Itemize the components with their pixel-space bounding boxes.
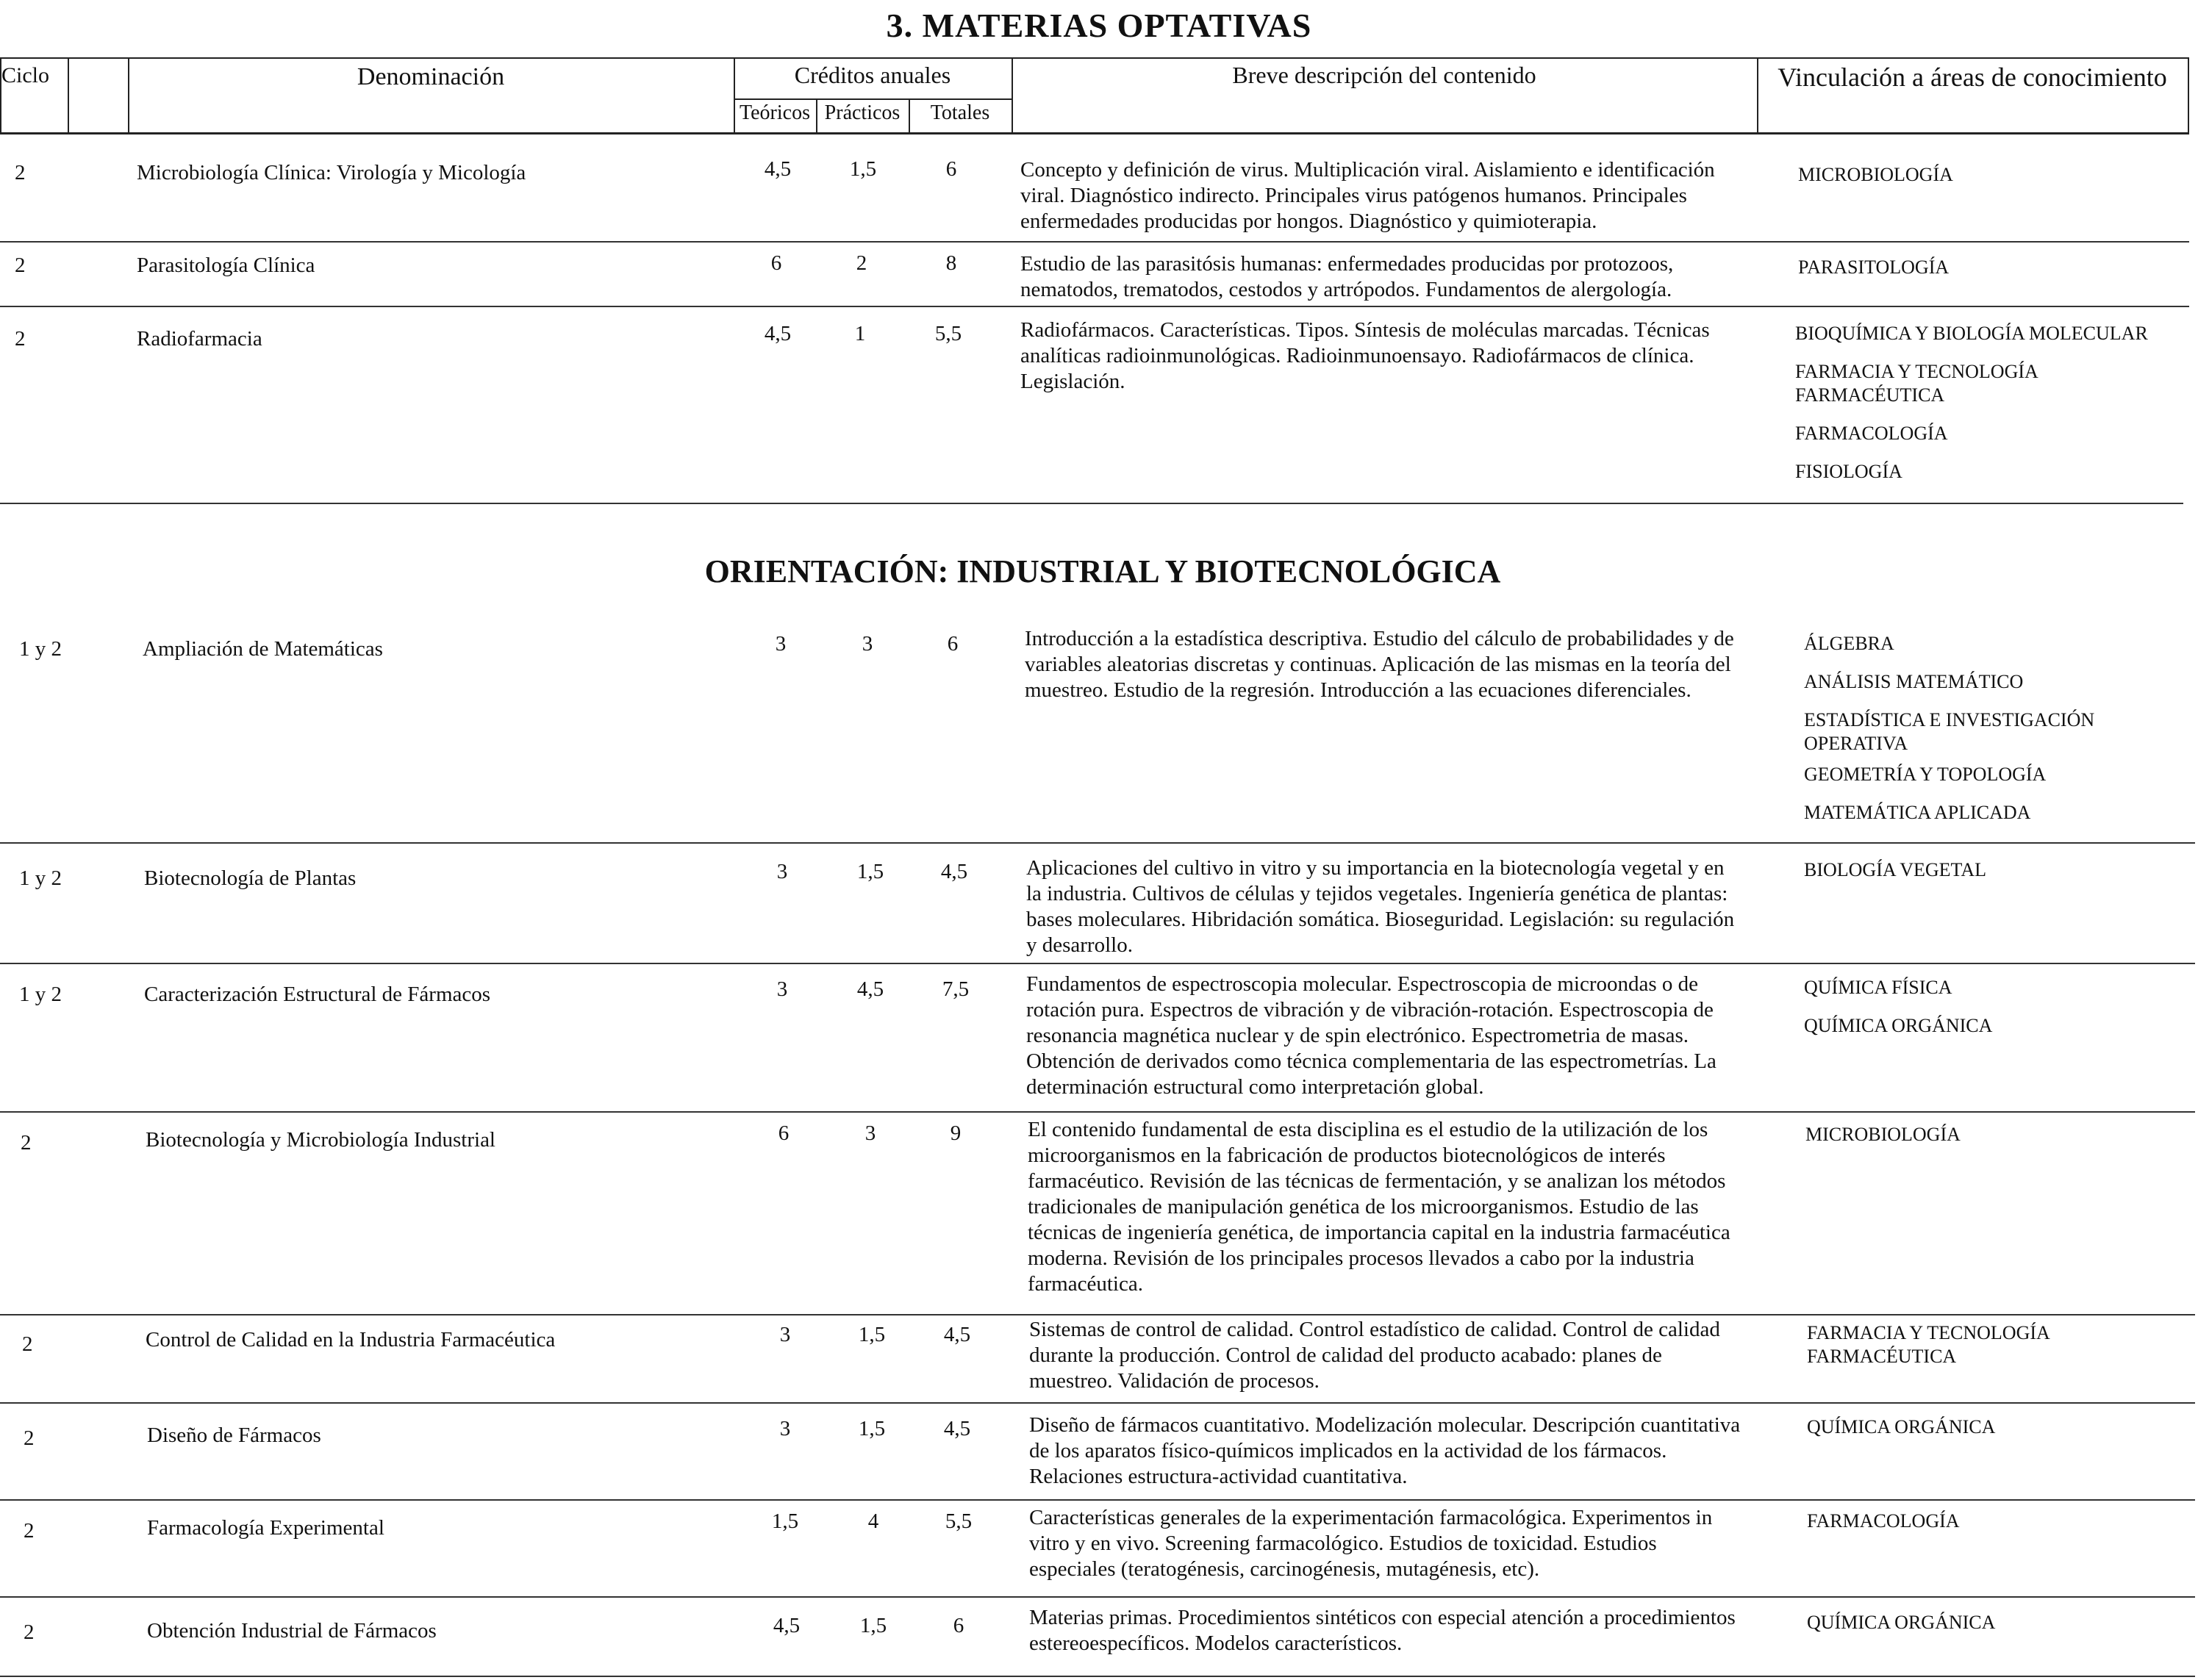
row-nombre: Diseño de Fármacos [147,1424,321,1447]
desc-line: resonancia magnética nuclear y de spin electrónico. Espectrometria de masas. [1026,1024,1689,1047]
row-teoricos: 6 [778,1121,790,1145]
row-practicos: 2 [856,251,867,275]
desc-line: durante la producción. Control de calidad del producto acabado: planes de [1029,1343,1662,1367]
area-item: ÁLGEBRA [1804,633,1894,654]
row-ciclo: 2 [24,1426,35,1450]
row-divider [0,1499,2195,1501]
row-totales: 6 [947,632,959,656]
row-totales: 6 [945,157,957,181]
row-divider [0,1314,2195,1315]
col-border [2188,57,2189,132]
row-totales: 8 [945,251,957,275]
row-areas [1795,322,2148,484]
area-item: FARMACOLOGÍA [1807,1510,1960,1532]
desc-line: Fundamentos de espectroscopia molecular. Espectroscopia de microondas o de [1026,972,1699,996]
row-ciclo: 2 [15,254,26,277]
area-item: OPERATIVA [1804,733,1908,754]
desc-line: Diseño de fármacos cuantitativo. Modelización molecular. Descripción cuantitativa [1029,1413,1741,1437]
row-ciclo: 1 y 2 [19,866,62,890]
header-top-border [0,57,2189,59]
row-totales: 5,5 [945,1510,973,1533]
desc-line: tradicionales de manipulación genética de los microorganismos. Estudio de las [1028,1195,1699,1218]
row-practicos: 1,5 [849,157,877,181]
row-practicos: 1 [854,322,866,345]
header-ciclo: Ciclo [1,63,49,87]
desc-line: Introducción a la estadística descriptiva. Estudio del cálculo de probabilidades y de [1025,627,1734,650]
row-practicos: 3 [864,1121,876,1145]
desc-line: de los aparatos físico-químicos implicados en la actividad de los fármacos. [1029,1439,1667,1462]
row-nombre: Caracterización Estructural de Fármacos [144,983,491,1006]
desc-line: Materias primas. Procedimientos sintéticos con especial atención a procedimientos [1029,1606,1736,1629]
row-teoricos: 3 [779,1323,791,1346]
row-ciclo: 1 y 2 [19,637,62,661]
desc-line: la industria. Cultivos de células y tejidos vegetales. Ingeniería genética de plantas: [1026,882,1728,905]
row-teoricos: 3 [779,1417,791,1440]
desc-line: bases moleculares. Hibridación somática. Bioseguridad. Legislación: su regulación [1026,908,1735,931]
desc-line: El contenido fundamental de esta disciplina es el estudio de la utilización de los [1028,1118,1708,1141]
row-areas [1807,1415,1995,1439]
desc-line: Estudio de las parasitósis humanas: enfermedades producidas por protozoos, [1020,252,1674,276]
row-ciclo: 2 [15,327,26,351]
desc-line: enfermedades producidas por hongos. Diagnóstico y quimioterapia. [1020,209,1597,233]
row-divider [0,503,2183,504]
row-teoricos: 6 [770,251,782,275]
row-descripcion [1029,1505,1712,1582]
desc-line: Características generales de la experimentación farmacológica. Experimentos in [1029,1506,1713,1529]
row-ciclo: 2 [22,1332,33,1356]
row-teoricos: 4,5 [773,1614,801,1637]
desc-line: Concepto y definición de virus. Multiplicación viral. Aislamiento e identificación [1020,158,1715,182]
desc-line: rotación pura. Espectros de vibración y de vibración-rotación. Espectroscopia de [1026,998,1714,1022]
row-teoricos: 1,5 [771,1510,799,1533]
area-item: QUÍMICA FÍSICA [1804,977,1952,998]
row-teoricos: 4,5 [764,322,792,345]
area-item: ANÁLISIS MATEMÁTICO [1804,671,2024,692]
area-item: PARASITOLOGÍA [1798,256,1950,278]
row-areas [1807,1321,2050,1368]
area-item: BIOLOGÍA VEGETAL [1804,859,1987,880]
row-divider [0,241,2189,243]
row-ciclo: 2 [24,1519,35,1543]
row-practicos: 4,5 [856,977,884,1001]
row-practicos: 1,5 [856,860,884,883]
row-divider [0,306,2189,307]
row-teoricos: 4,5 [764,157,792,181]
area-item: QUÍMICA ORGÁNICA [1807,1416,1996,1437]
row-ciclo: 1 y 2 [19,983,62,1006]
row-ciclo: 2 [21,1131,32,1155]
desc-line: estereoespecíficos. Modelos característicos. [1029,1631,1403,1655]
row-practicos: 1,5 [859,1614,887,1637]
row-descripcion [1026,972,1716,1100]
row-practicos: 3 [862,632,873,656]
row-divider [0,1676,2195,1677]
row-nombre: Microbiología Clínica: Virología y Micología [137,161,526,184]
area-item: FARMACÉUTICA [1795,384,1945,406]
area-item: QUÍMICA ORGÁNICA [1807,1612,1996,1633]
area-item: BIOQUÍMICA Y BIOLOGÍA MOLECULAR [1795,323,2148,344]
header-descripcion: Breve descripción del contenido [1232,62,1536,88]
desc-line: microorganismos en la fabricación de productos biotecnológicos de interés [1028,1144,1666,1167]
desc-line: muestreo. Validación de procesos. [1029,1369,1320,1393]
row-teoricos: 3 [776,860,788,883]
desc-line: determinación estructural como interpretación global. [1026,1075,1484,1099]
header-denominacion: Denominación [357,63,505,90]
row-ciclo: 2 [24,1620,35,1644]
row-descripcion [1029,1605,1736,1656]
header-creditos: Créditos anuales [794,62,951,88]
area-item: FISIOLOGÍA [1795,461,1902,482]
row-totales: 9 [950,1121,962,1145]
header-practicos: Prácticos [824,101,901,124]
row-areas [1798,163,1953,187]
desc-line: técnicas de ingeniería genética, de importancia capital en la industria farmacéutica [1028,1221,1730,1244]
creditos-subheader-border [734,98,1012,100]
orientacion-heading: ORIENTACIÓN: INDUSTRIAL Y BIOTECNOLÓGICA [704,553,1501,589]
row-areas [1804,976,1992,1038]
desc-line: vitro y en vivo. Screening farmacológico. Estudios de toxicidad. Estudios [1029,1532,1657,1555]
area-item: MICROBIOLOGÍA [1798,164,1953,185]
header-bottom-border [0,132,2189,134]
area-item: MATEMÁTICA APLICADA [1804,802,2031,823]
header-totales: Totales [930,101,990,124]
row-descripcion [1026,855,1734,958]
row-practicos: 4 [867,1510,879,1533]
row-ciclo: 2 [15,161,26,184]
row-descripcion [1029,1317,1720,1394]
desc-line: farmacéutica. [1028,1272,1143,1296]
desc-line: y desarrollo. [1026,933,1133,957]
row-areas [1804,632,2094,825]
area-item: FARMACIA Y TECNOLOGÍA [1807,1322,2050,1343]
desc-line: Radiofármacos. Características. Tipos. Síntesis de moléculas marcadas. Técnicas [1020,318,1710,342]
row-totales: 7,5 [942,977,970,1001]
row-divider [0,842,2195,844]
row-nombre: Parasitología Clínica [137,254,315,277]
row-totales: 6 [953,1614,964,1637]
desc-line: Obtención de derivados como técnica complementaria de las espectrometrías. La [1026,1049,1716,1073]
row-nombre: Biotecnología y Microbiología Industrial [146,1128,495,1152]
row-descripcion [1020,251,1673,303]
desc-line: analíticas radioinmunológicas. Radioinmunoensayo. Radiofármacos de clínica. [1020,344,1694,367]
row-nombre: Farmacología Experimental [147,1516,384,1540]
row-areas [1804,858,1986,882]
desc-line: moderna. Revisión de los principales procesos llevados a cabo por la industria [1028,1246,1694,1270]
desc-line: especiales (teratogénesis, carcinogénesis, mutagénesis, etc). [1029,1557,1540,1581]
row-areas [1805,1123,1961,1146]
desc-line: Sistemas de control de calidad. Control estadístico de calidad. Control de calidad [1029,1318,1720,1341]
desc-line: Aplicaciones del cultivo in vitro y su importancia en la biotecnología vegetal y en [1026,856,1725,880]
desc-line: nematodos, trematodos, cestodos y artrópodos. Fundamentos de alergología. [1020,278,1672,301]
area-item: MICROBIOLOGÍA [1805,1124,1961,1145]
row-descripcion [1028,1117,1730,1297]
row-teoricos: 3 [775,632,787,656]
area-item: FARMACÉUTICA [1807,1346,1957,1367]
row-divider [0,1596,2195,1598]
row-divider [0,963,2195,964]
row-descripcion [1020,157,1715,234]
row-nombre: Ampliación de Matemáticas [143,637,383,661]
row-descripcion [1025,626,1734,703]
desc-line: muestreo. Estudio de la regresión. Introducción a las ecuaciones diferenciales. [1025,678,1692,702]
desc-line: Legislación. [1020,370,1125,393]
row-nombre: Obtención Industrial de Fármacos [147,1619,437,1643]
row-totales: 4,5 [943,1417,971,1440]
row-practicos: 1,5 [858,1323,886,1346]
header-teoricos: Teóricos [739,101,810,124]
row-teoricos: 3 [776,977,788,1001]
row-nombre: Biotecnología de Plantas [144,866,357,890]
area-item: ESTADÍSTICA E INVESTIGACIÓN [1804,709,2095,730]
row-nombre: Control de Calidad en la Industria Farmacéutica [146,1328,556,1351]
row-divider [0,1111,2195,1113]
area-item: QUÍMICA ORGÁNICA [1804,1015,1993,1036]
row-areas [1798,256,1949,279]
row-totales: 5,5 [934,322,962,345]
row-descripcion [1020,317,1710,395]
desc-line: Relaciones estructura-actividad cuantitativa. [1029,1465,1408,1488]
desc-line: viral. Diagnóstico indirecto. Principales virus patógenos humanos. Principales [1020,184,1687,207]
row-nombre: Radiofarmacia [137,327,262,351]
row-totales: 4,5 [940,860,968,883]
area-item: FARMACIA Y TECNOLOGÍA [1795,361,2038,382]
area-item: FARMACOLOGÍA [1795,423,1948,444]
row-areas [1807,1510,1960,1533]
row-divider [0,1402,2195,1404]
row-areas [1807,1611,1995,1634]
header-vinculacion: Vinculación a áreas de conocimiento [1778,62,2167,92]
row-practicos: 1,5 [858,1417,886,1440]
row-totales: 4,5 [943,1323,971,1346]
col-border [68,57,69,132]
page-title: 3. MATERIAS OPTATIVAS [886,7,1312,44]
row-descripcion [1029,1412,1740,1490]
desc-line: farmacéutico. Revisión de las técnicas de fermentación, y se analizan los métodos [1028,1169,1726,1193]
area-item: GEOMETRÍA Y TOPOLOGÍA [1804,764,2047,785]
desc-line: variables aleatorias discretas y continuas. Aplicación de las mismas en la teoría del [1025,653,1731,676]
